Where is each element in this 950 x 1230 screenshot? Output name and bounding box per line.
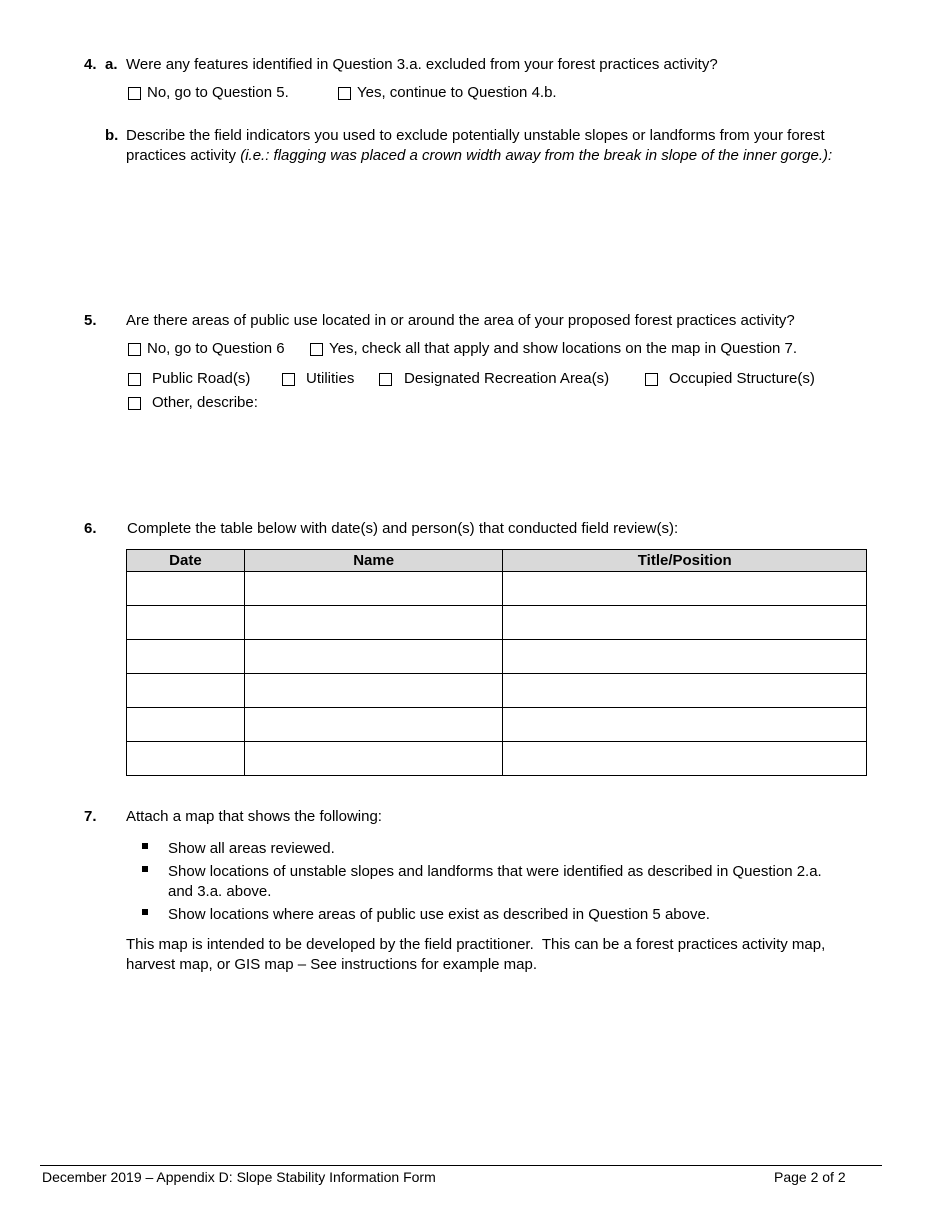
title-position-cell[interactable] xyxy=(503,674,867,708)
q6-question: Complete the table below with date(s) and person(s) that conducted field review(s): xyxy=(127,520,679,537)
q4a-no-checkbox[interactable] xyxy=(128,87,141,100)
date-column-header: Date xyxy=(127,550,245,572)
footer-form-title: December 2019 – Appendix D: Slope Stability Information Form xyxy=(42,1169,436,1185)
footer-divider xyxy=(40,1165,882,1166)
date-cell[interactable] xyxy=(127,572,245,606)
name-cell[interactable] xyxy=(244,572,503,606)
q5-other-checkbox[interactable] xyxy=(128,397,141,410)
q5-no-label: No, go to Question 6 xyxy=(147,340,285,357)
bullet-icon xyxy=(142,866,148,872)
name-cell[interactable] xyxy=(244,742,503,776)
field-review-table xyxy=(126,549,867,776)
q5-other-label: Other, describe: xyxy=(152,394,258,411)
table-row xyxy=(127,742,867,776)
q5-utilities-label: Utilities xyxy=(306,370,355,387)
q5-public-road-label: Public Road(s) xyxy=(152,370,251,387)
q5-utilities-checkbox[interactable] xyxy=(282,373,295,386)
q7-bullet-all-areas: Show all areas reviewed. xyxy=(168,840,335,857)
date-cell[interactable] xyxy=(127,674,245,708)
q4a-label: a. xyxy=(105,56,118,73)
table-row xyxy=(127,674,867,708)
title-position-column-header: Title/Position xyxy=(503,550,867,572)
q5-public-road-checkbox[interactable] xyxy=(128,373,141,386)
q4a-yes-checkbox[interactable] xyxy=(338,87,351,100)
q4b-question-line1: Describe the field indicators you used to exclude potentially unstable slopes or landforms from your forest xyxy=(126,127,825,144)
q7-bullet-unstable-slopes-line2: and 3.a. above. xyxy=(168,883,272,900)
date-cell[interactable] xyxy=(127,742,245,776)
q7-number: 7. xyxy=(84,808,97,825)
name-cell[interactable] xyxy=(244,674,503,708)
q7-question: Attach a map that shows the following: xyxy=(126,808,382,825)
table-row xyxy=(127,606,867,640)
table-row xyxy=(127,640,867,674)
date-cell[interactable] xyxy=(127,606,245,640)
q5-no-checkbox[interactable] xyxy=(128,343,141,356)
table-header-row xyxy=(127,550,867,572)
title-position-cell[interactable] xyxy=(503,606,867,640)
q7-note-line2: harvest map, or GIS map – See instructions for example map. xyxy=(126,956,538,973)
date-cell[interactable] xyxy=(127,640,245,674)
bullet-icon xyxy=(142,909,148,915)
name-cell[interactable] xyxy=(244,606,503,640)
q4a-no-label: No, go to Question 5. xyxy=(147,84,289,101)
q5-other-answer-area[interactable] xyxy=(270,395,867,495)
name-cell[interactable] xyxy=(244,640,503,674)
date-cell[interactable] xyxy=(127,708,245,742)
q7-note-line1: This map is intended to be developed by the field practitioner. This can be a forest practices activity map, xyxy=(126,936,826,953)
name-cell[interactable] xyxy=(244,708,503,742)
q5-yes-checkbox[interactable] xyxy=(310,343,323,356)
q4a-yes-label: Yes, continue to Question 4.b. xyxy=(357,84,557,101)
q4b-question-example: (i.e.: flagging was placed a crown width away from the break in slope of the inner gorge.): xyxy=(240,147,833,164)
bullet-icon xyxy=(142,843,148,849)
q4b-question-line2 xyxy=(126,146,832,166)
q4-number: 4. xyxy=(84,56,97,73)
title-position-cell[interactable] xyxy=(503,708,867,742)
name-column-header: Name xyxy=(244,550,503,572)
q7-bullet-unstable-slopes-line1: Show locations of unstable slopes and landforms that were identified as described in Question 2.a. xyxy=(168,863,822,880)
q5-question: Are there areas of public use located in or around the area of your proposed forest practices activity? xyxy=(126,312,795,329)
q5-occupied-structure-label: Occupied Structure(s) xyxy=(669,370,815,387)
table-row xyxy=(127,572,867,606)
q4b-question-line2-plain: practices activity xyxy=(126,147,241,164)
footer-page-number: Page 2 of 2 xyxy=(774,1169,846,1185)
q5-yes-label: Yes, check all that apply and show locations on the map in Question 7. xyxy=(329,340,798,357)
q4b-label: b. xyxy=(105,127,119,144)
q4b-answer-area[interactable] xyxy=(126,172,867,297)
q4a-question: Were any features identified in Question 3.a. excluded from your forest practices activity? xyxy=(126,56,718,73)
title-position-cell[interactable] xyxy=(503,640,867,674)
table-row xyxy=(127,708,867,742)
title-position-cell[interactable] xyxy=(503,742,867,776)
q5-recreation-label: Designated Recreation Area(s) xyxy=(404,370,610,387)
q6-number: 6. xyxy=(84,520,97,537)
q5-number: 5. xyxy=(84,312,97,329)
q7-bullet-public-use: Show locations where areas of public use exist as described in Question 5 above. xyxy=(168,906,710,923)
q5-occupied-structure-checkbox[interactable] xyxy=(645,373,658,386)
q5-recreation-checkbox[interactable] xyxy=(379,373,392,386)
title-position-cell[interactable] xyxy=(503,572,867,606)
